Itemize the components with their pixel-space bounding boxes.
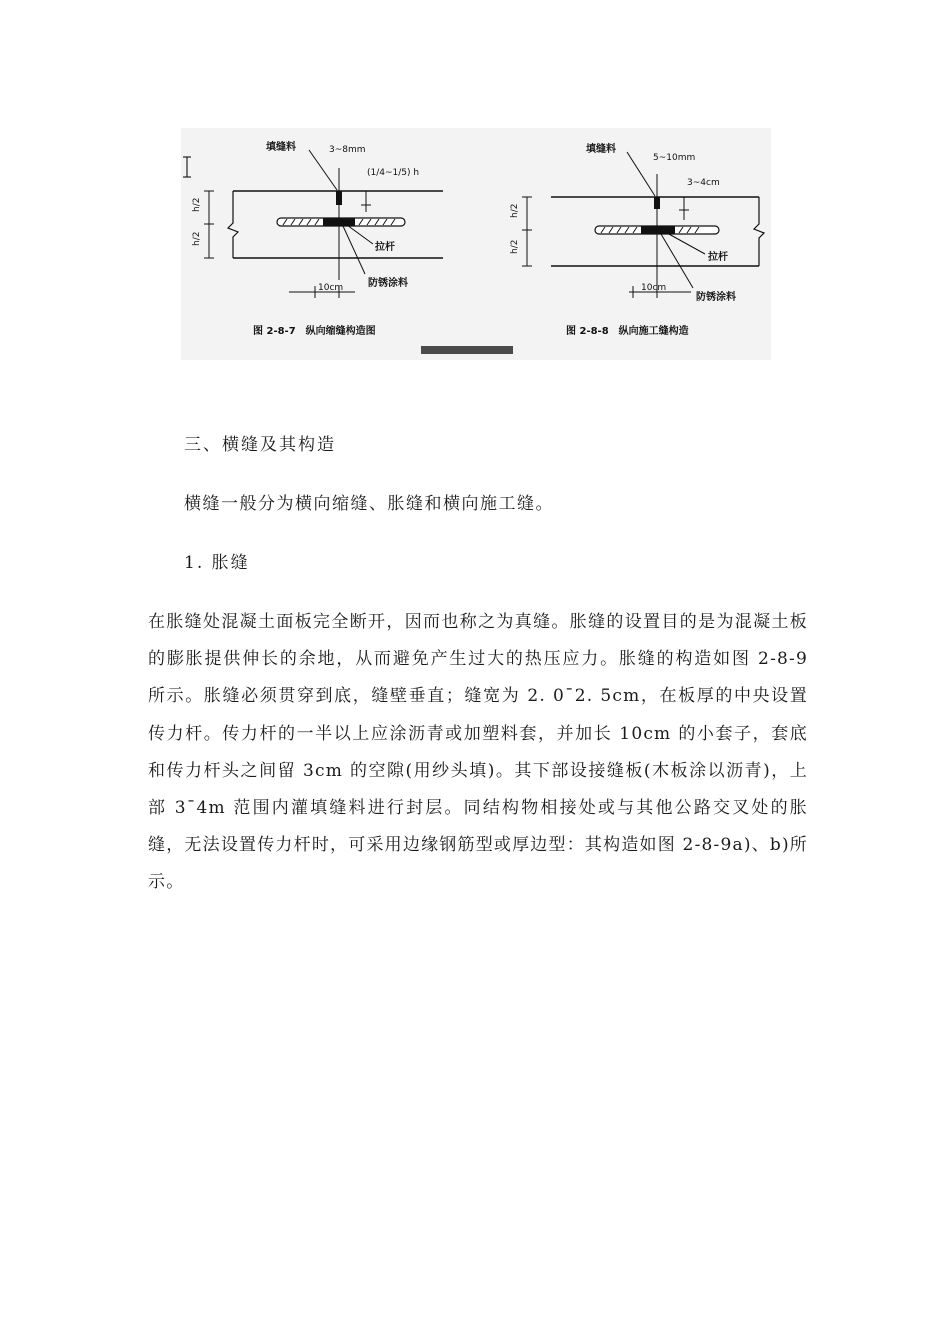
left-coating-zone [323,218,355,226]
left-fill-material [336,191,342,205]
right-rod-label: 拉杆 [708,252,728,263]
right-gap-label: 5~10mm [653,153,696,163]
right-length-label: 10cm [641,283,667,293]
left-rod-label: 拉杆 [375,242,395,253]
left-coating-label: 防锈涂料 [368,278,408,289]
text-cursor-icon [181,155,193,179]
joint-diagrams [181,128,771,360]
right-coating-zone [641,226,675,234]
right-caption: 图 2-8-8 纵向施工缝构造 [566,326,689,337]
left-fill-label: 填缝料 [266,142,296,153]
scan-artifact [421,346,513,354]
figure-strip [181,128,771,360]
left-half-top-label: h/2 [192,197,202,212]
subsection-heading: 1. 胀缝 [184,553,250,573]
intro-sentence: 横缝一般分为横向缩缝、胀缝和横向施工缝。 [184,494,554,514]
left-gap-label: 3~8mm [329,145,366,155]
left-length-label: 10cm [318,283,344,293]
body-paragraph: 在胀缝处混凝土面板完全断开，因而也称之为真缝。胀缝的设置目的是为混凝土板的膨胀提供伸长的余地，从而避免产生过大的热压应力。胀缝的构造如图 2-8-9 所示。胀缝必须贯穿到底，缝壁垂直；缝宽为 2. 0¯2. 5cm，在板厚的中央设置传力杆。传力杆的一半以上应涂沥青或加塑料套，并加长 10cm 的小套子，套底和传力杆头之间留 3cm 的空隙(用纱头填)。其下部设接缝板(木板涂以沥青)，上部 3¯4m 范围内灌填缝料进行封层。同结构物相接处或与其他公路交叉处的胀缝，无法设置传力杆时，可采用边缘钢筋型或厚边型：其构造如图 2-8-9a)、b)所示。 [148,612,808,893]
right-depth-label: 3~4cm [687,178,720,188]
left-depth-label: (1/4~1/5) h [367,168,420,178]
right-coating-label: 防锈涂料 [696,292,736,303]
left-half-bottom-label: h/2 [192,231,202,246]
right-half-bottom-label: h/2 [510,239,520,254]
right-half-top-label: h/2 [510,203,520,218]
right-fill-label: 填缝料 [586,144,616,155]
right-fill-material [654,197,660,209]
section-heading: 三、横缝及其构造 [184,435,336,455]
left-caption: 图 2-8-7 纵向缩缝构造图 [253,326,376,337]
